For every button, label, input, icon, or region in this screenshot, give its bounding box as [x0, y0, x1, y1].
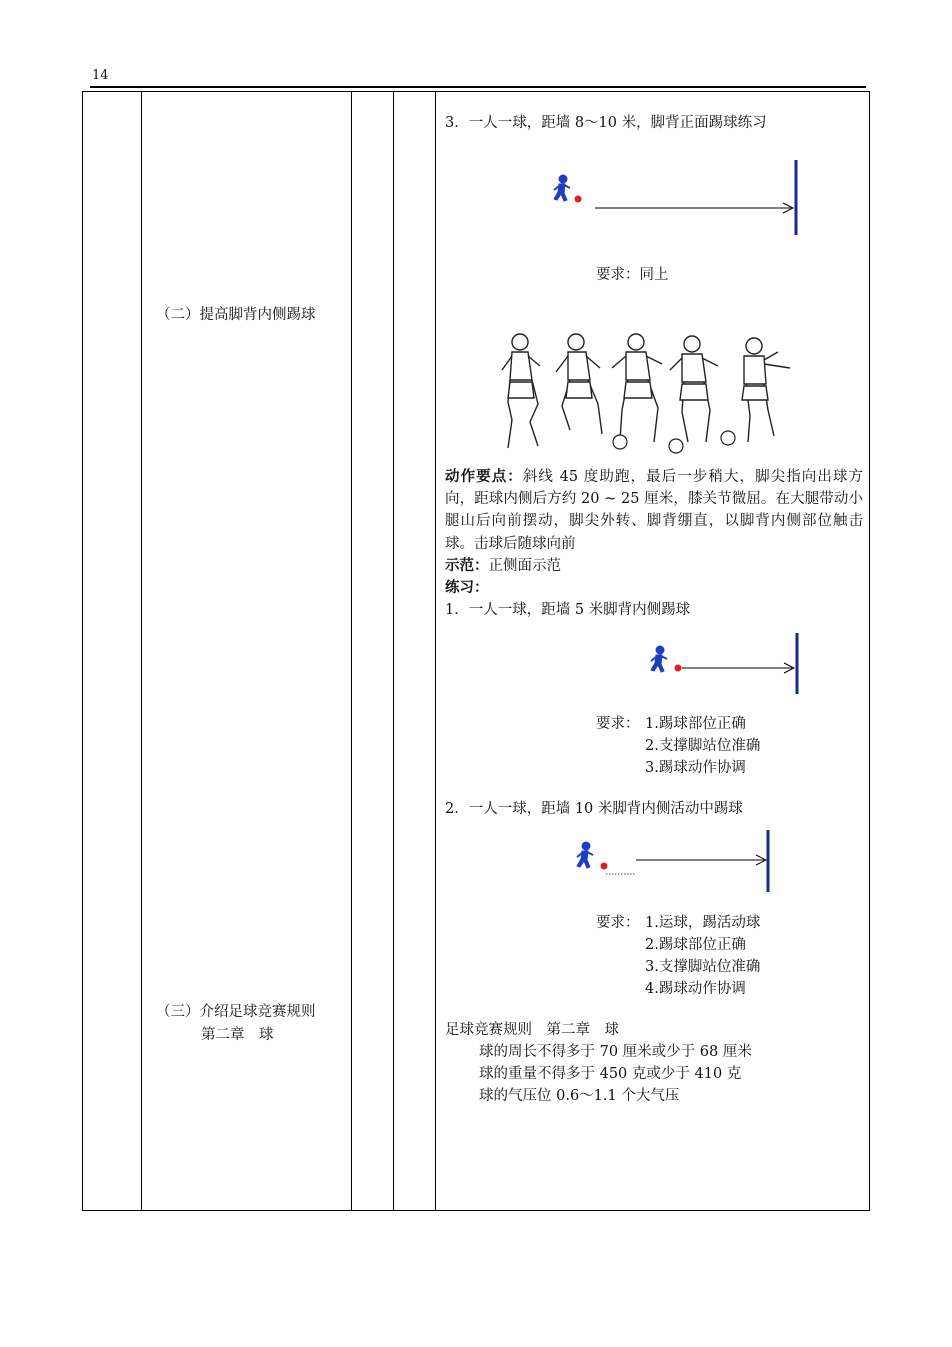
practice-label: 练习： [445, 579, 489, 596]
kick-diagram-3 [570, 828, 775, 896]
rules-title: 足球竞赛规则 第二章 球 [445, 1022, 619, 1038]
practice-2-requirement-label: 要求： [596, 915, 640, 931]
player-figure [612, 334, 662, 442]
column-divider [393, 92, 394, 1210]
practice-1-requirement-label: 要求： [596, 716, 640, 732]
rule-item: 球的重量不得多于 450 克或少于 410 克 [479, 1066, 742, 1082]
practice-2-requirement: 1.运球，踢活动球 [645, 915, 761, 931]
player-figure [502, 334, 540, 448]
player-figure [556, 334, 602, 434]
page-number: 14 [92, 68, 109, 83]
practice-2-requirement: 4.踢球动作协调 [645, 981, 746, 997]
header-rule [90, 86, 866, 88]
practice-2-requirement: 2.踢球部位正确 [645, 937, 746, 953]
exercise-3-requirement: 要求：同上 [596, 267, 669, 283]
demo-line [445, 555, 561, 577]
exercise-3-title: 3．一人一球，距墙 8～10 米，脚背正面踢球练习 [445, 115, 767, 131]
practice-1-requirement: 3.踢球动作协调 [645, 760, 746, 776]
section-2-heading: （二）提高脚背内侧踢球 [156, 307, 316, 323]
ball-icon [601, 863, 608, 870]
rule-item: 球的周长不得多于 70 厘米或少于 68 厘米 [479, 1044, 752, 1060]
demo-label: 示范： [445, 557, 489, 574]
ball-icon [613, 435, 627, 449]
demo-text: 正侧面示范 [488, 558, 561, 574]
ball-icon [675, 665, 682, 672]
practice-1-requirement: 1.踢球部位正确 [645, 716, 746, 732]
column-divider [435, 92, 436, 1210]
practice-2-title: 2．一人一球，距墙 10 米脚背内侧活动中踢球 [445, 801, 743, 817]
column-divider [351, 92, 352, 1210]
column-divider [141, 92, 142, 1210]
section-3-heading: （三）介绍足球竞赛规则 [156, 1004, 316, 1020]
player-icon [554, 175, 570, 201]
player-icon [651, 646, 667, 672]
kick-diagram-2 [640, 630, 805, 698]
action-text: 斜线 45 度助跑，最后一步稍大，脚尖指向出球方向，距球内侧后方约 20 ~ 25 厘米，膝关节微屈。在大腿带动小腿山后向前摆动，脚尖外转、脚背绷直，以脚背内侧部位触击球。击球后随球向前 [445, 469, 864, 552]
kick-diagram-1 [545, 155, 805, 240]
practice-1-title: 1．一人一球，距墙 5 米脚背内侧踢球 [445, 602, 691, 618]
practice-2-requirement: 3.支撑脚站位准确 [645, 959, 761, 975]
player-icon [577, 842, 593, 868]
action-label: 动作要点： [445, 468, 523, 485]
section-3-subheading: 第二章 球 [201, 1027, 274, 1043]
ball-icon [721, 431, 735, 445]
player-figure [742, 338, 790, 442]
player-figure [670, 336, 718, 442]
kick-sequence-illustration [498, 330, 808, 460]
ball-icon [575, 196, 582, 203]
ball-icon [669, 439, 683, 453]
rule-item: 球的气压位 0.6～1.1 个大气压 [479, 1088, 680, 1104]
action-key-points [445, 466, 863, 555]
practice-1-requirement: 2.支撑脚站位准确 [645, 738, 761, 754]
